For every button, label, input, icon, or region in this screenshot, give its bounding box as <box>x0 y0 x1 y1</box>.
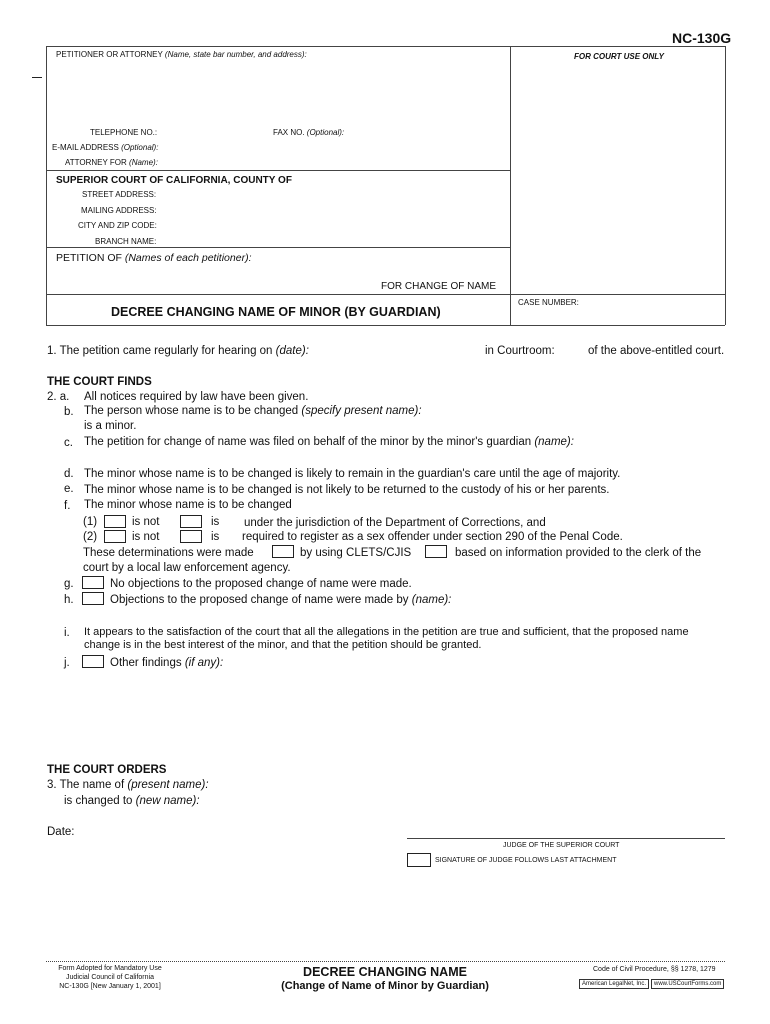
court-finds-heading: THE COURT FINDS <box>47 376 152 388</box>
for-change-label: FOR CHANGE OF NAME <box>381 281 497 292</box>
item2j-checkbox[interactable] <box>82 655 104 668</box>
attorney-section-divider <box>46 170 510 171</box>
court-use-label: FOR COURT USE ONLY <box>574 52 664 61</box>
f1-is-checkbox[interactable] <box>180 515 202 528</box>
item1-courtroom: in Courtroom: <box>485 345 555 357</box>
item2d-text: The minor whose name is to be changed is likely to remain in the guardian's care until the age of majority. <box>84 468 621 480</box>
case-number-label: CASE NUMBER: <box>518 298 579 307</box>
title-section-divider <box>46 294 725 295</box>
item2i-text: It appears to the satisfaction of the court that all the allegations in the petition are true and sufficient, that the proposed name <box>84 626 689 638</box>
f2-is-checkbox[interactable] <box>180 530 202 543</box>
f2-is-not-label: is not <box>132 531 160 543</box>
item2b-number: b. <box>64 406 74 418</box>
item2f2-text: required to register as a sex offender under section 290 of the Penal Code. <box>242 531 623 543</box>
item2c-text: The petition for change of name was filed on behalf of the minor by the minor's guardian (name): <box>84 436 574 448</box>
clets-label: by using CLETS/CJIS <box>300 547 412 559</box>
item2f-number: f. <box>64 500 71 512</box>
item2g-checkbox[interactable] <box>82 576 104 589</box>
date-label: Date: <box>47 826 75 838</box>
code-reference: Code of Civil Procedure, §§ 1278, 1279 <box>593 966 716 973</box>
item2g-number: g. <box>64 578 74 590</box>
legalnet-tag: American LegalNet, Inc. <box>579 979 649 989</box>
court-use-divider <box>510 46 511 325</box>
caption-bottom-border <box>46 325 725 326</box>
fax-label: FAX NO. (Optional): <box>273 128 345 137</box>
changed-to-text: is changed to (new name): <box>64 795 200 807</box>
caption-right-border <box>725 46 726 325</box>
court-orders-heading: THE COURT ORDERS <box>47 764 167 776</box>
judge-label: JUDGE OF THE SUPERIOR COURT <box>503 842 620 849</box>
adopted-line3: NC-130G [New January 1, 2001] <box>59 983 161 990</box>
footer-subtitle: (Change of Name of Minor by Guardian) <box>281 980 489 992</box>
item2e-number: e. <box>64 483 74 495</box>
item2i-text-line2: change is in the best interest of the minor, and that the petition should be granted. <box>84 639 482 651</box>
petitioner-attorney-label: PETITIONER OR ATTORNEY (Name, state bar number, and address): <box>56 50 307 59</box>
adopted-line1: Form Adopted for Mandatory Use <box>58 965 162 972</box>
item2f2-number: (2) <box>83 531 98 543</box>
f2-is-label: is <box>211 531 220 543</box>
court-section-divider <box>46 247 510 248</box>
city-zip-label: CITY AND ZIP CODE: <box>78 221 157 230</box>
petition-of-label: PETITION OF (Names of each petitioner): <box>56 252 252 264</box>
item2c-number: c. <box>64 437 73 449</box>
item2b-minor: is a minor. <box>84 420 137 432</box>
form-id: NC-130G <box>672 30 732 46</box>
item2f1-number: (1) <box>83 516 98 528</box>
item2h-checkbox[interactable] <box>82 592 104 605</box>
item2a-text: All notices required by law have been given. <box>84 391 309 403</box>
adopted-line2: Judicial Council of California <box>66 974 154 981</box>
item2f1-text: under the jurisdiction of the Department of Corrections, and <box>244 517 546 529</box>
attorney-for-label: ATTORNEY FOR (Name): <box>65 158 158 167</box>
clerk-info-line2: court by a local law enforcement agency. <box>83 562 291 574</box>
item2e-text: The minor whose name is to be changed is not likely to be returned to the custody of his or her parents. <box>84 484 610 496</box>
item1-text: 1. The petition came regularly for hearing on (date): <box>47 345 309 357</box>
item2b-text: The person whose name is to be changed (specify present name): <box>84 405 422 417</box>
caption-left-border <box>46 46 47 325</box>
clets-checkbox[interactable] <box>272 545 294 558</box>
f1-is-not-label: is not <box>132 516 160 528</box>
form-title: DECREE CHANGING NAME OF MINOR (BY GUARDIAN) <box>111 305 441 319</box>
item2h-number: h. <box>64 594 74 606</box>
uscourtforms-tag[interactable]: www.USCourtForms.com <box>651 979 724 989</box>
email-label: E-MAIL ADDRESS (Optional): <box>52 143 159 152</box>
f1-is-not-checkbox[interactable] <box>104 515 126 528</box>
signature-follows-checkbox[interactable] <box>407 853 431 867</box>
item3-text: 3. The name of (present name): <box>47 779 209 791</box>
item2i-number: i. <box>64 627 70 639</box>
determinations-text: These determinations were made <box>83 547 254 559</box>
item2g-text: No objections to the proposed change of name were made. <box>110 578 412 590</box>
item2d-number: d. <box>64 468 74 480</box>
mailing-address-label: MAILING ADDRESS: <box>81 206 157 215</box>
judge-signature-line[interactable] <box>407 838 725 839</box>
item2h-text: Objections to the proposed change of name were made by (name): <box>110 594 452 606</box>
footer-divider <box>46 961 725 962</box>
branch-name-label: BRANCH NAME: <box>95 237 157 246</box>
item2a-number: 2. a. <box>47 391 70 403</box>
item2j-text: Other findings (if any): <box>110 657 224 669</box>
clerk-info-label: based on information provided to the clerk of the <box>455 547 702 559</box>
item1-court-end: of the above-entitled court. <box>588 345 725 357</box>
signature-follows-label: SIGNATURE OF JUDGE FOLLOWS LAST ATTACHMENT <box>435 857 617 864</box>
street-address-label: STREET ADDRESS: <box>82 190 157 199</box>
f1-is-label: is <box>211 516 220 528</box>
clerk-info-checkbox[interactable] <box>425 545 447 558</box>
item2f-text: The minor whose name is to be changed <box>84 499 292 511</box>
caption-top-border <box>46 46 725 47</box>
f2-is-not-checkbox[interactable] <box>104 530 126 543</box>
footer-title: DECREE CHANGING NAME <box>303 965 467 979</box>
telephone-label: TELEPHONE NO.: <box>90 128 158 137</box>
court-name-label: SUPERIOR COURT OF CALIFORNIA, COUNTY OF <box>56 175 292 186</box>
item2j-number: j. <box>64 657 70 669</box>
margin-mark <box>32 77 42 78</box>
